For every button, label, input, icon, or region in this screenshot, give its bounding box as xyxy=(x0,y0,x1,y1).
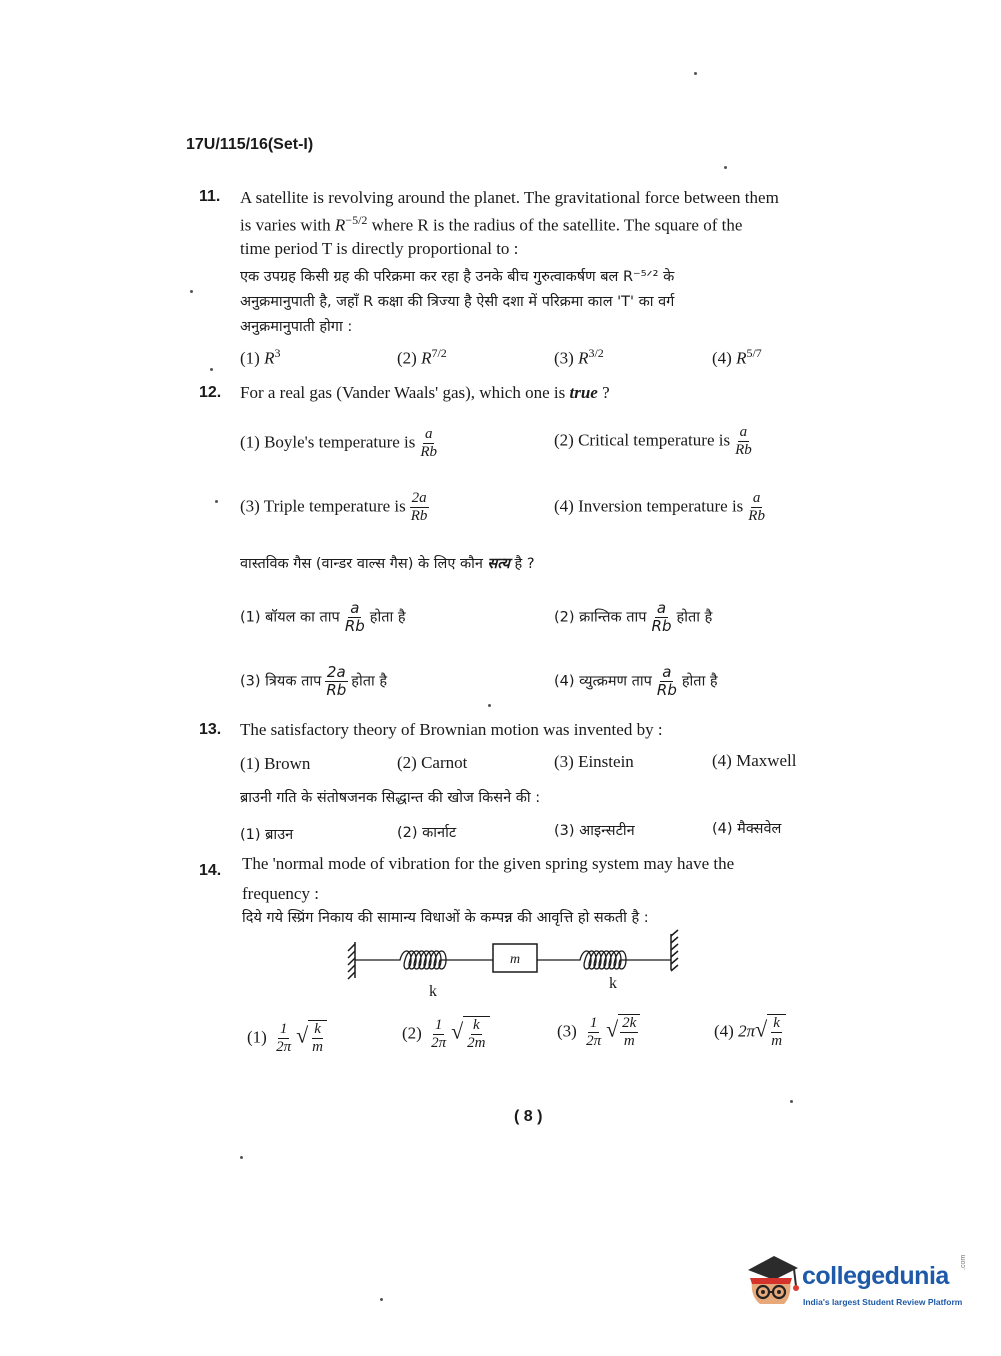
scan-speck xyxy=(694,72,697,75)
collegedunia-dotcom: .com xyxy=(960,1254,967,1270)
q14-option-3[interactable]: (3) $\frac{1}{2\pi}$ √ $\frac{2k}{m}$ xyxy=(557,1014,640,1050)
radical-sign: √ xyxy=(755,1016,768,1042)
collegedunia-logo-text: collegedunia xyxy=(802,1262,949,1290)
q13-option-2[interactable]: (2) Carnot xyxy=(397,753,468,772)
q11-hi-line1: एक उपग्रह किसी ग्रह की परिक्रमा कर रहा है उनके बीच गुरुत्वाकर्षण बल R⁻⁵ᐟ² के xyxy=(240,269,675,285)
scan-speck xyxy=(210,368,213,371)
scan-speck xyxy=(215,500,218,503)
scan-speck xyxy=(190,290,193,293)
scan-speck xyxy=(240,1156,243,1159)
question-11-number: 11. xyxy=(199,188,221,205)
q13-option-3[interactable]: (3) Einstein xyxy=(554,752,634,771)
q11-exponent: −5/2 xyxy=(345,213,368,227)
q12-option-3[interactable]: (3) Triple temperature is $\frac{2a}{Rb}$ xyxy=(240,490,428,524)
q13-hi-option-2[interactable]: (2) कार्नाट xyxy=(397,825,457,841)
q11-option-3[interactable]: (3) $R^{3/2}$ xyxy=(554,346,604,368)
q11-hi-line3: अनुक्रमानुपाती होगा : xyxy=(240,319,353,335)
left-wall xyxy=(348,942,355,979)
paper-code: 17U/115/16(Set-I) xyxy=(186,136,314,153)
radical-sign: √ xyxy=(296,1022,309,1048)
question-14-hindi: दिये गये स्प्रिंग निकाय की सामान्य विधाओं के कम्पन्न की आवृत्ति हो सकती है : xyxy=(242,910,649,926)
scan-speck xyxy=(790,1100,793,1103)
q11-line3: time period T is directly proportional to : xyxy=(240,238,519,258)
question-13-hindi: ब्राउनी गति के संतोषजनक सिद्धान्त की खोज किसने की : xyxy=(240,790,541,806)
q11-option-2[interactable]: (2) $R^{7/2}$ xyxy=(397,346,447,368)
q14-line1: The 'normal mode of vibration for the given spring system may have the xyxy=(242,854,735,873)
q12-hi-option-2[interactable]: (2) क्रान्तिक ताप $\frac{a}{Rb}$ होता है xyxy=(554,599,713,635)
question-14-english xyxy=(242,852,862,905)
q13-option-4[interactable]: (4) Maxwell xyxy=(712,751,797,770)
q11-option-1[interactable]: (1) $R^3$ xyxy=(240,346,281,368)
q13-hi-option-3[interactable]: (3) आइन्सटीन xyxy=(554,823,635,839)
right-spring xyxy=(537,951,671,969)
q11-line2-b: where R is the radius of the satellite. The square of the xyxy=(371,215,743,235)
q12-option-4[interactable]: (4) Inversion temperature is $\frac{a}{Rb}$ xyxy=(554,490,765,524)
scan-speck xyxy=(380,1298,383,1301)
question-14-number: 14. xyxy=(199,862,222,879)
q11-hi-line2: अनुक्रमानुपाती है, जहाँ R कक्षा की त्रिज्या है ऐसी दशा में परिक्रमा काल 'T' का वर्ग xyxy=(240,294,675,310)
page-number: ( 8 ) xyxy=(514,1108,543,1125)
q11-line2-a: is varies with xyxy=(240,215,331,235)
spring-constant-right: k xyxy=(609,975,617,992)
question-12-number: 12. xyxy=(199,384,222,401)
q13-hi-option-4[interactable]: (4) मैक्सवेल xyxy=(712,821,782,837)
mass-label: m xyxy=(509,952,521,967)
scan-speck xyxy=(724,166,727,169)
q14-option-4[interactable]: (4) 2π√ $\frac{k}{m}$ xyxy=(714,1014,786,1050)
collegedunia-tagline: India's largest Student Review Platform xyxy=(803,1297,963,1307)
q14-line2: frequency : xyxy=(242,884,319,903)
q12-option-1[interactable]: (1) Boyle's temperature is $\frac{a}{Rb}$ xyxy=(240,426,438,460)
q12-hi-option-1[interactable]: (1) बॉयल का ताप $\frac{a}{Rb}$ होता है xyxy=(240,599,406,635)
q12-option-2[interactable]: (2) Critical temperature is $\frac{a}{Rb}$ xyxy=(554,424,752,458)
collegedunia-mascot-icon xyxy=(744,1252,800,1312)
q11-line2: is varies with $R^{-5/2}$ where R is the radius of the satellite. The square of the xyxy=(240,213,743,235)
q13-hi-option-1[interactable]: (1) ब्राउन xyxy=(240,827,294,843)
question-12-hindi: वास्तविक गैस (वान्डर वाल्स गैस) के लिए कौन सत्य है ? xyxy=(240,556,535,572)
radical-sign: √ xyxy=(451,1018,464,1044)
question-13-english: The satisfactory theory of Brownian motion was invented by : xyxy=(240,720,663,739)
q12-hi-option-4[interactable]: (4) व्युत्क्रमण ताप $\frac{a}{Rb}$ होता है xyxy=(554,663,718,699)
scan-speck xyxy=(488,704,491,707)
question-13-number: 13. xyxy=(199,721,222,738)
left-spring xyxy=(355,951,493,969)
q12-hi-option-3[interactable]: (3) त्रियक ताप $\frac{2a}{Rb}$ होता है xyxy=(240,663,388,699)
q14-option-2[interactable]: (2) $\frac{1}{2\pi}$ √ $\frac{k}{2m}$ xyxy=(402,1016,490,1052)
spring-system-diagram xyxy=(345,928,685,1000)
question-11-hindi xyxy=(240,265,860,340)
q11-option-4[interactable]: (4) $R^{5/7}$ xyxy=(712,346,762,368)
question-12-english: For a real gas (Vander Waals' gas), which one is true ? xyxy=(240,383,610,402)
q11-line1: A satellite is revolving around the planet. The gravitational force between them xyxy=(240,188,779,207)
radical-sign: √ xyxy=(606,1016,619,1042)
spring-constant-left: k xyxy=(429,983,437,1000)
q14-option-1[interactable]: (1) $\frac{1}{2\pi}$ √ $\frac{k}{m}$ xyxy=(247,1020,327,1056)
q13-option-1[interactable]: (1) Brown xyxy=(240,754,311,773)
collegedunia-watermark xyxy=(744,1252,979,1314)
right-wall xyxy=(671,930,678,971)
question-11-english xyxy=(240,186,860,260)
